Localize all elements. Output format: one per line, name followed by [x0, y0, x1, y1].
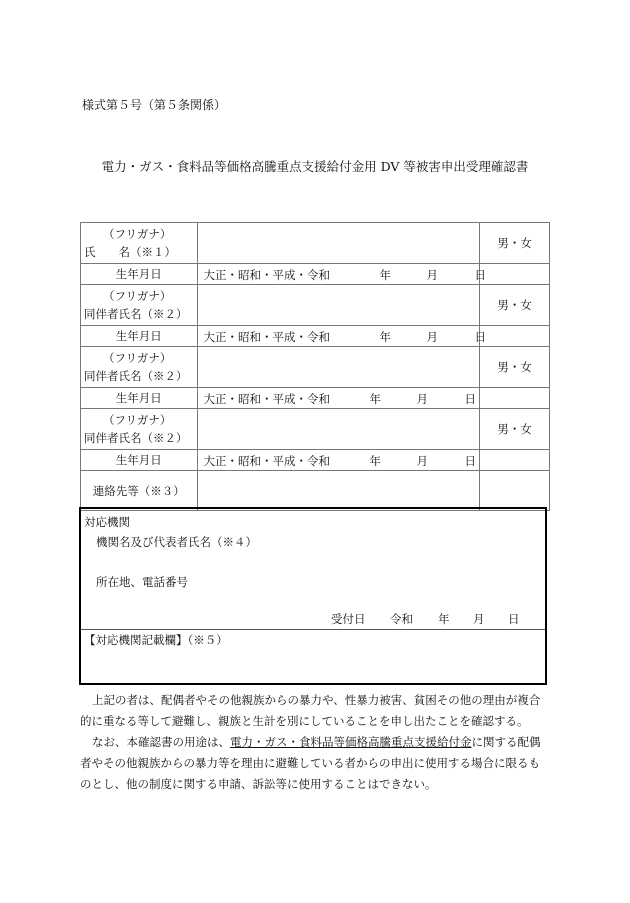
paragraph-line: 者やその他親族からの暴力等を理由に避難している者からの申出に使用する場合に限るも: [80, 756, 540, 770]
era-options: 大正・昭和・平成・令和: [203, 454, 331, 468]
empty-cell: [480, 471, 550, 511]
received-month: 月: [473, 612, 485, 626]
companion-name-label-cell: [81, 285, 198, 326]
contact-row: [81, 471, 550, 511]
usage-suffix: に関する配偶: [471, 735, 541, 749]
gender-select[interactable]: 男・女: [480, 347, 550, 388]
paragraph-line: 的に重なる等して避難し、親族と生計を別にしていることを申し出たことを確認する。: [80, 714, 529, 728]
dob-label: 生年月日: [81, 326, 198, 347]
day-label: 日: [464, 392, 477, 406]
agency-box: [79, 507, 547, 685]
applicant-dob-row: [81, 264, 550, 285]
dob-label: 生年月日: [81, 264, 198, 285]
applicant-name-row: [81, 223, 550, 264]
companion-name-row: [81, 285, 550, 326]
usage-paragraph: [80, 732, 550, 795]
received-year: 年: [438, 612, 450, 626]
gender-select[interactable]: 男・女: [480, 223, 550, 264]
contact-field[interactable]: [197, 471, 480, 511]
month-label: 月: [416, 454, 429, 468]
companion-name-label-cell: [81, 409, 198, 450]
paragraph-line: のとし、他の制度に関する申請、訴訟等に使用することはできない。: [80, 777, 437, 791]
year-label: 年: [379, 268, 392, 282]
companion-dob-row: [81, 450, 550, 471]
year-label: 年: [379, 330, 392, 344]
name-label: 氏 名（※１）: [84, 245, 176, 259]
gender-select[interactable]: 男・女: [480, 409, 550, 450]
companion-dob-row: [81, 326, 550, 347]
companion-name-row: [81, 409, 550, 450]
companion-name-row: [81, 347, 550, 388]
companion-name-label-cell: [81, 347, 198, 388]
companion-name-field[interactable]: [197, 285, 480, 326]
month-label: 月: [426, 268, 439, 282]
month-label: 月: [416, 392, 429, 406]
era-options: 大正・昭和・平成・令和: [203, 268, 331, 282]
furigana-label: （フリガナ）: [103, 351, 172, 365]
usage-underlined: 電力・ガス・食料品等価格高騰重点支援給付金: [230, 735, 472, 749]
empty-cell: [480, 264, 550, 285]
furigana-label: （フリガナ）: [103, 227, 172, 241]
furigana-label: （フリガナ）: [103, 413, 172, 427]
received-era: 令和: [390, 612, 413, 626]
companion-name-field[interactable]: [197, 409, 480, 450]
form-number: 様式第５号（第５条関係）: [82, 98, 227, 112]
companion-label: 同伴者氏名（※２）: [84, 431, 188, 445]
received-date-label: 受付日: [331, 612, 366, 626]
paragraph-line: 上記の者は、配偶者やその他親族からの暴力や、性暴力被害、貧困その他の理由が複合: [92, 693, 541, 707]
month-label: 月: [426, 330, 439, 344]
divider: [81, 629, 545, 630]
year-label: 年: [369, 454, 382, 468]
applicant-table: [80, 222, 550, 511]
paragraph-line: [80, 732, 550, 753]
era-options: 大正・昭和・平成・令和: [203, 392, 331, 406]
companion-dob-field[interactable]: [197, 450, 480, 471]
day-label: 日: [474, 268, 487, 282]
dob-label: 生年月日: [81, 388, 198, 409]
companion-name-field[interactable]: [197, 347, 480, 388]
companion-dob-row: [81, 388, 550, 409]
usage-prefix: なお、本確認書の用途は、: [92, 735, 230, 749]
day-label: 日: [464, 454, 477, 468]
agency-name-label: 機関名及び代表者氏名（※４）: [96, 535, 257, 549]
empty-cell: [480, 450, 550, 471]
agency-title: 対応機関: [84, 515, 130, 529]
furigana-label: （フリガナ）: [103, 289, 172, 303]
agency-address-label: 所在地、電話番号: [96, 575, 188, 589]
era-options: 大正・昭和・平成・令和: [203, 330, 331, 344]
applicant-name-label-cell: [81, 223, 198, 264]
empty-cell: [480, 326, 550, 347]
day-label: 日: [474, 330, 487, 344]
gender-select[interactable]: 男・女: [480, 285, 550, 326]
applicant-name-field[interactable]: [197, 223, 480, 264]
document-title: 電力・ガス・食料品等価格高騰重点支援給付金用 DV 等被害申出受理確認書: [101, 159, 529, 174]
applicant-dob-field[interactable]: [197, 264, 487, 285]
confirmation-paragraph: [80, 690, 550, 732]
received-day: 日: [508, 612, 520, 626]
year-label: 年: [369, 392, 382, 406]
contact-label: 連絡先等（※３）: [81, 471, 198, 511]
companion-dob-field[interactable]: [197, 388, 480, 409]
empty-cell: [480, 388, 550, 409]
agency-notes-label: 【対応機関記載欄】（※５）: [84, 633, 228, 647]
dob-label: 生年月日: [81, 450, 198, 471]
companion-dob-field[interactable]: [197, 326, 487, 347]
companion-label: 同伴者氏名（※２）: [84, 307, 188, 321]
companion-label: 同伴者氏名（※２）: [84, 369, 188, 383]
